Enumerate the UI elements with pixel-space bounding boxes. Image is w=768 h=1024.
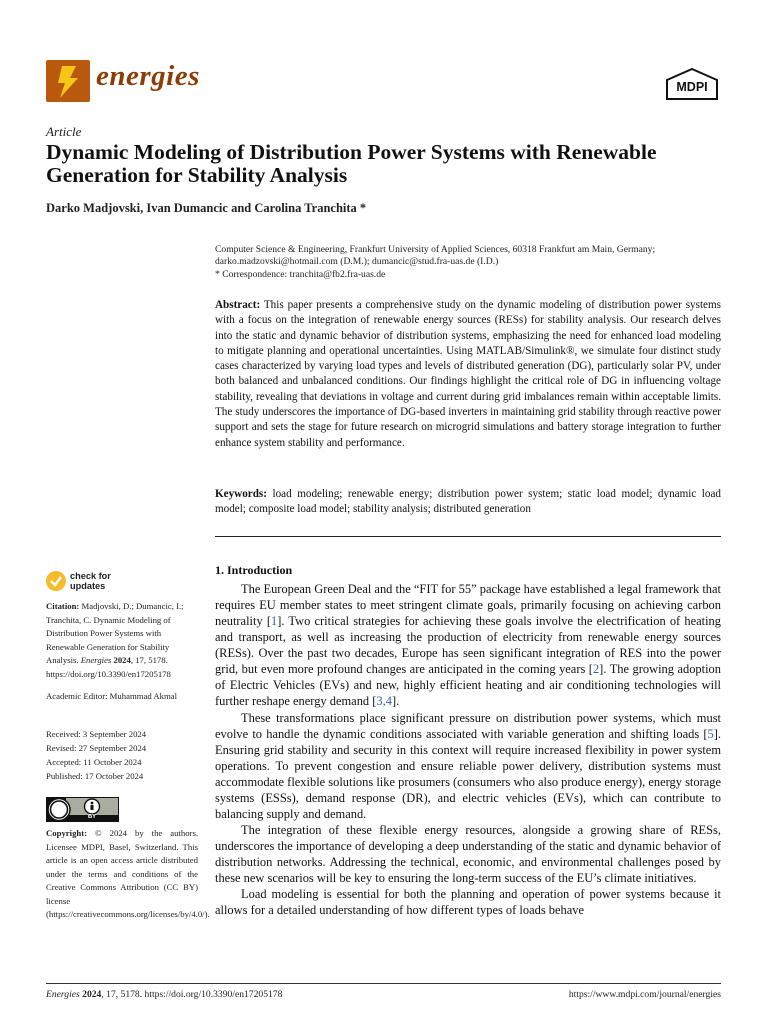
footer-divider: [46, 983, 721, 984]
published-date: Published: 17 October 2024: [46, 771, 144, 781]
footer-citation: Energies 2024, 17, 5178. https://doi.org/10.3390/en17205178: [46, 989, 283, 1000]
keywords: [215, 487, 721, 518]
cc-license-badge[interactable]: [46, 797, 119, 822]
affiliation-line: Computer Science & Engineering, Frankfurt University of Applied Sciences, 60318 Frankfurt am Main, Germany;: [215, 244, 656, 255]
section-heading: 1. Introduction: [215, 563, 293, 577]
journal-logo: [46, 60, 90, 102]
publisher-logo: [665, 68, 719, 102]
accepted-date: Accepted: 11 October 2024: [46, 757, 142, 767]
publisher-name: MDPI: [676, 80, 708, 94]
journal-name: energies: [96, 60, 200, 92]
citation-link[interactable]: 1: [270, 614, 278, 629]
checkmark-icon: [46, 571, 66, 591]
keywords-label: Keywords:: [215, 488, 267, 500]
citation-link[interactable]: 3,4: [376, 694, 392, 709]
revised-date: Revised: 27 September 2024: [46, 743, 147, 753]
section-divider: [215, 536, 721, 537]
copyright-notice: Copyright: © 2024 by the authors. Licensee MDPI, Basel, Switzerland. This article is an open access article distributed under the terms and conditions of the Creative Commons Attribution (CC BY) license (https://creativecommons.org/licenses/by/4.0/).: [46, 828, 210, 919]
paragraph: The European Green Deal and the “FIT for 55” package have established a legal framework that requires EU member states to meet stringent climate goals, primarily focusing on achieving carbon neutrality [1]. Two critical strategies for achieving these goals involve the electrification of heating and transport, as well as increasing the production of electricity from renewable energy sources (RESs). Over the past two decades, Europe has seen significant integration of RES into the power grid, but even more profound changes are anticipated in the coming years [2]. The growing adoption of Electric Vehicles (EVs) and new, highly efficient heating and air conditioning technologies will further reshape energy demand [3,4].: [215, 582, 721, 709]
paragraph: These transformations place significant pressure on distribution power systems, which must evolve to handle the dynamic conditions associated with variable generation and shifting loads [5]. Ensuring grid stability and security in this context will require increased flexibility in power system operations. To prevent congestion and ensure reliable power delivery, distribution systems must accommodate flexible solutions like prosumers (consumers who also produce energy), energy storage systems (ESSs), demand response (DR), and electric vehicles (EVs), which can contribute to balancing supply and demand.: [215, 710, 721, 821]
keywords-text: load modeling; renewable energy; distribution power system; static load model; dynamic load model; composite load model; stability analysis; distributed generation: [215, 488, 721, 516]
received-date: Received: 3 September 2024: [46, 729, 147, 739]
introduction-body: [215, 581, 721, 918]
paragraph: Load modeling is essential for both the planning and operation of power systems because it allows for a detailed understanding of how different types of loads behave: [215, 887, 721, 918]
lightning-bolt-icon: [46, 60, 90, 102]
check-updates-label: check for updates: [70, 571, 111, 591]
author-emails: darko.madzovski@hotmail.com (D.M.); dumancic@stud.fra-uas.de (I.D.): [215, 256, 499, 267]
journal-url-link[interactable]: https://www.mdpi.com/journal/energies: [568, 989, 721, 1000]
author-list: Darko Madjovski, Ivan Dumancic and Carolina Tranchita *: [46, 201, 367, 215]
paragraph: The integration of these flexible energy resources, alongside a growing share of RESs, underscores the importance of developing a deep understanding of the static and dynamic behavior of distribution networks. Addressing the technical, economic, and environmental challenges posed by these new scenarios will be key to ensuring the long-term success of the EU’s climate initiatives.: [215, 822, 721, 886]
citation-link[interactable]: 2: [592, 662, 600, 677]
citation-block: Citation: Madjovski, D.; Dumancic, I.; Tranchita, C. Dynamic Modeling of Distribution Power Systems with Renewable Generation for Stability Analysis. Energies 2024, 17, 5178. https://doi.org/10.3390/en17205178: [46, 601, 184, 679]
article-type: Article: [46, 124, 82, 139]
abstract: [215, 298, 721, 451]
license-type: BY: [87, 814, 97, 820]
check-for-updates-button[interactable]: [46, 571, 126, 593]
abstract-text: This paper presents a comprehensive study on the dynamic modeling of distribution power systems with a focus on the integration of renewable energy sources (RESs) for stability analysis. Our research delves into the static and dynamic behavior of distribution systems, emphasizing the need for enhanced load modeling to mitigate planning and operational uncertainties. Using MATLAB/Simulink®, we simulate four distinct study cases characterized by varying load types and levels of distributed generation (DG), particularly solar PV, under both balanced and unbalanced conditions. Our findings highlight the critical role of DG in influencing voltage stability, revealing that deviations in voltage and current during grid imbalances remain within acceptable limits. The study underscores the importance of DG-based inverters in maintaining grid stability through reactive power support and sets the stage for future research on microgrid simulations and battery storage integration to further enhance system stability and performance.: [215, 299, 721, 449]
citation-link[interactable]: 5: [707, 726, 714, 741]
correspondence: * Correspondence: tranchita@fb2.fra-uas.de: [215, 269, 386, 280]
abstract-label: Abstract:: [215, 299, 261, 311]
academic-editor: Academic Editor: Muhammad Akmal: [46, 691, 178, 701]
article-title: Dynamic Modeling of Distribution Power Systems with Renewable Generation for Stability Analysis: [46, 140, 657, 187]
